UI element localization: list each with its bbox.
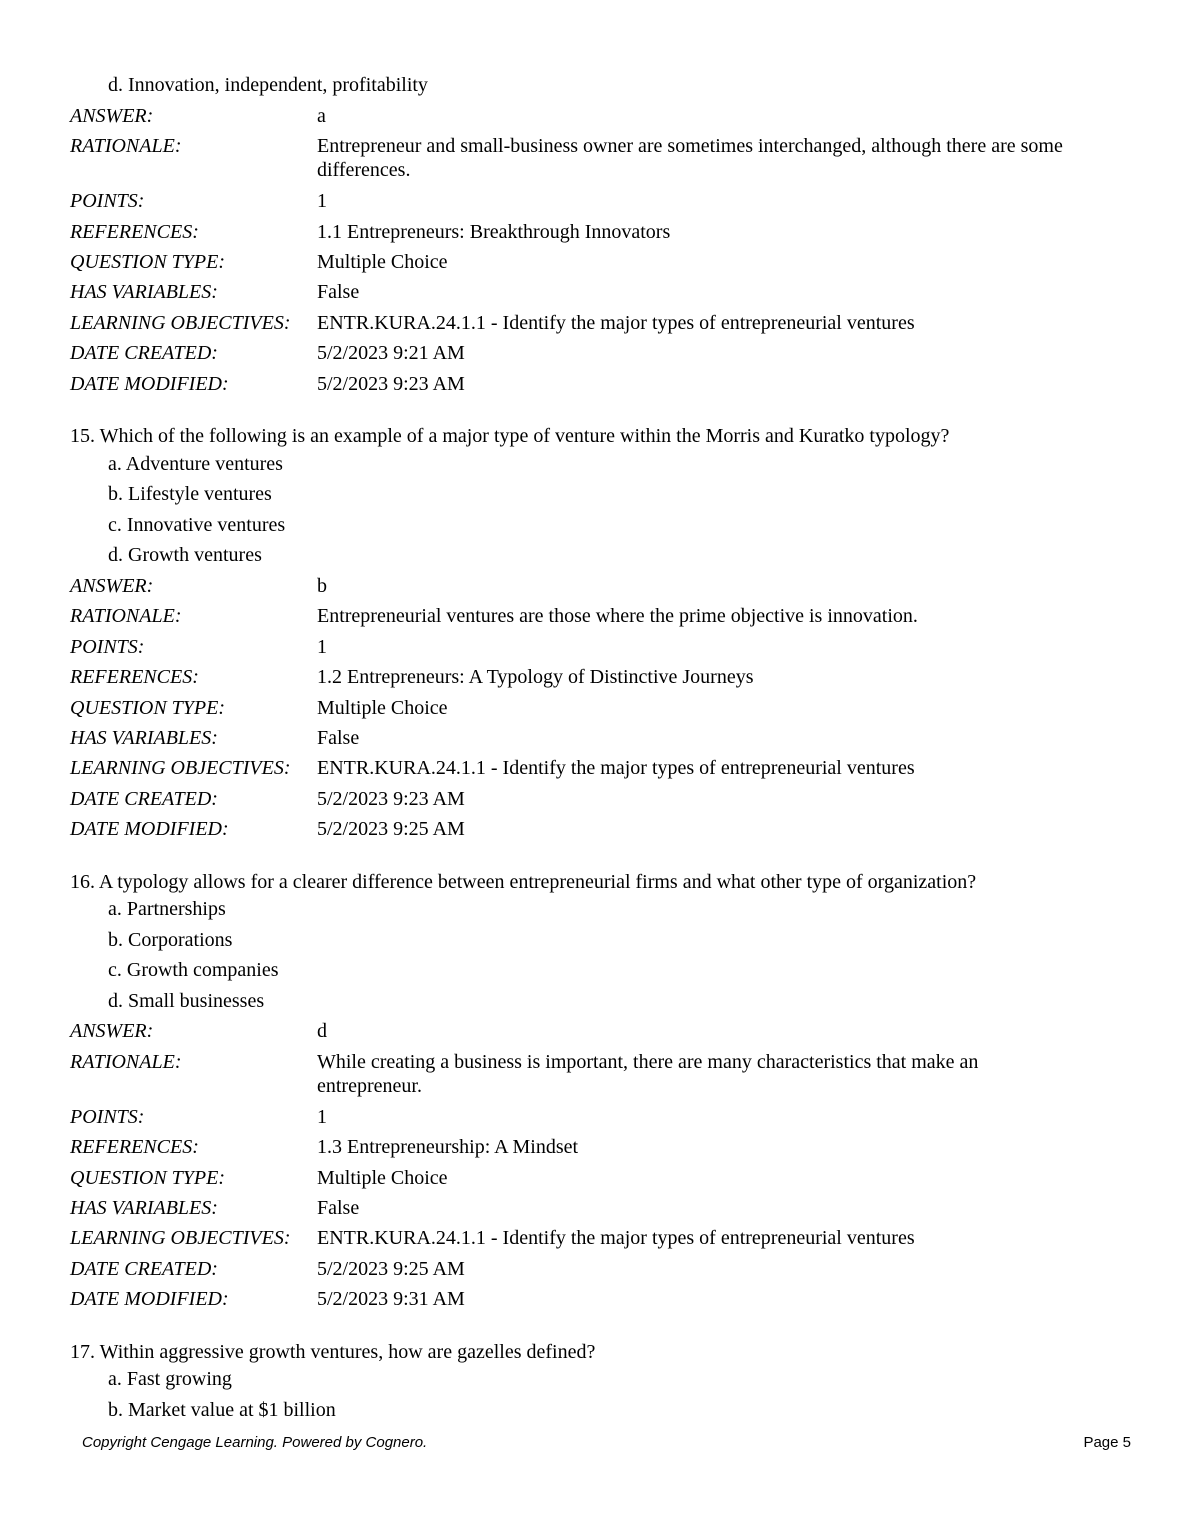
q16-has-variables-value: False bbox=[317, 1197, 360, 1219]
q15-date-created-value: 5/2/2023 9:23 AM bbox=[317, 788, 465, 810]
q14-answer-value: a bbox=[317, 105, 326, 127]
footer-copyright: Copyright Cengage Learning. Powered by Cognero. bbox=[82, 1434, 428, 1451]
q16-option-d: d. Small businesses bbox=[108, 990, 265, 1012]
q14-date-created-value: 5/2/2023 9:21 AM bbox=[317, 342, 465, 364]
q15-references-value: 1.2 Entrepreneurs: A Typology of Distinctive Journeys bbox=[317, 666, 754, 688]
q15-date-modified-label: DATE MODIFIED: bbox=[70, 818, 229, 840]
q16-question-type-label: QUESTION TYPE: bbox=[70, 1167, 226, 1189]
q14-answer-label: ANSWER: bbox=[70, 105, 154, 127]
q17-question: 17. Within aggressive growth ventures, how are gazelles defined? bbox=[70, 1341, 596, 1363]
q15-option-d: d. Growth ventures bbox=[108, 544, 262, 566]
q15-date-created-label: DATE CREATED: bbox=[70, 788, 218, 810]
q16-rationale-value: While creating a business is important, there are many characteristics that make an entrepreneur. bbox=[317, 1051, 979, 1097]
q15-points-label: POINTS: bbox=[70, 636, 145, 658]
q15-learning-objectives-value: ENTR.KURA.24.1.1 - Identify the major types of entrepreneurial ventures bbox=[317, 757, 915, 779]
q16-date-modified-value: 5/2/2023 9:31 AM bbox=[317, 1288, 465, 1310]
q14-question-type-label: QUESTION TYPE: bbox=[70, 251, 226, 273]
q14-option-d: d. Innovation, independent, profitability bbox=[108, 74, 428, 96]
q16-references-label: REFERENCES: bbox=[70, 1136, 199, 1158]
q15-learning-objectives-label: LEARNING OBJECTIVES: bbox=[70, 757, 291, 779]
q14-references-value: 1.1 Entrepreneurs: Breakthrough Innovators bbox=[317, 221, 671, 243]
q16-date-modified-label: DATE MODIFIED: bbox=[70, 1288, 229, 1310]
q16-learning-objectives-value: ENTR.KURA.24.1.1 - Identify the major types of entrepreneurial ventures bbox=[317, 1227, 915, 1249]
q15-question-type-value: Multiple Choice bbox=[317, 697, 448, 719]
q15-option-c: c. Innovative ventures bbox=[108, 514, 286, 536]
q15-references-label: REFERENCES: bbox=[70, 666, 199, 688]
q15-question-type-label: QUESTION TYPE: bbox=[70, 697, 226, 719]
q14-question-type-value: Multiple Choice bbox=[317, 251, 448, 273]
q14-points-value: 1 bbox=[317, 190, 327, 212]
q15-answer-value: b bbox=[317, 575, 327, 597]
q16-rationale-label: RATIONALE: bbox=[70, 1051, 182, 1073]
q14-learning-objectives-label: LEARNING OBJECTIVES: bbox=[70, 312, 291, 334]
q16-option-a: a. Partnerships bbox=[108, 898, 226, 920]
q15-question: 15. Which of the following is an example of a major type of venture within the Morris and Kuratko typology? bbox=[70, 425, 950, 447]
q14-learning-objectives-value: ENTR.KURA.24.1.1 - Identify the major types of entrepreneurial ventures bbox=[317, 312, 915, 334]
q16-learning-objectives-label: LEARNING OBJECTIVES: bbox=[70, 1227, 291, 1249]
q14-has-variables-value: False bbox=[317, 281, 360, 303]
q17-option-b: b. Market value at $1 billion bbox=[108, 1399, 336, 1421]
q15-answer-label: ANSWER: bbox=[70, 575, 154, 597]
q16-has-variables-label: HAS VARIABLES: bbox=[70, 1197, 218, 1219]
q15-rationale-value: Entrepreneurial ventures are those where the prime objective is innovation. bbox=[317, 605, 918, 627]
q16-question: 16. A typology allows for a clearer difference between entrepreneurial firms and what other type of organization? bbox=[70, 871, 977, 893]
q15-has-variables-value: False bbox=[317, 727, 360, 749]
q14-references-label: REFERENCES: bbox=[70, 221, 199, 243]
q16-option-b: b. Corporations bbox=[108, 929, 233, 951]
q14-date-modified-value: 5/2/2023 9:23 AM bbox=[317, 373, 465, 395]
q16-date-created-label: DATE CREATED: bbox=[70, 1258, 218, 1280]
q14-rationale-label: RATIONALE: bbox=[70, 135, 182, 157]
q16-answer-value: d bbox=[317, 1020, 327, 1042]
q16-points-label: POINTS: bbox=[70, 1106, 145, 1128]
q14-rationale-value: Entrepreneur and small-business owner are sometimes interchanged, although there are some differences. bbox=[317, 135, 1063, 181]
q17-option-a: a. Fast growing bbox=[108, 1368, 232, 1390]
footer-page-number: Page 5 bbox=[1083, 1434, 1131, 1451]
q14-points-label: POINTS: bbox=[70, 190, 145, 212]
q14-date-modified-label: DATE MODIFIED: bbox=[70, 373, 229, 395]
q15-option-b: b. Lifestyle ventures bbox=[108, 483, 272, 505]
q16-answer-label: ANSWER: bbox=[70, 1020, 154, 1042]
q16-points-value: 1 bbox=[317, 1106, 327, 1128]
q14-has-variables-label: HAS VARIABLES: bbox=[70, 281, 218, 303]
q16-references-value: 1.3 Entrepreneurship: A Mindset bbox=[317, 1136, 579, 1158]
q15-option-a: a. Adventure ventures bbox=[108, 453, 283, 475]
q15-date-modified-value: 5/2/2023 9:25 AM bbox=[317, 818, 465, 840]
q16-option-c: c. Growth companies bbox=[108, 959, 279, 981]
q15-has-variables-label: HAS VARIABLES: bbox=[70, 727, 218, 749]
q15-points-value: 1 bbox=[317, 636, 327, 658]
q16-question-type-value: Multiple Choice bbox=[317, 1167, 448, 1189]
q16-date-created-value: 5/2/2023 9:25 AM bbox=[317, 1258, 465, 1280]
q15-rationale-label: RATIONALE: bbox=[70, 605, 182, 627]
q14-date-created-label: DATE CREATED: bbox=[70, 342, 218, 364]
